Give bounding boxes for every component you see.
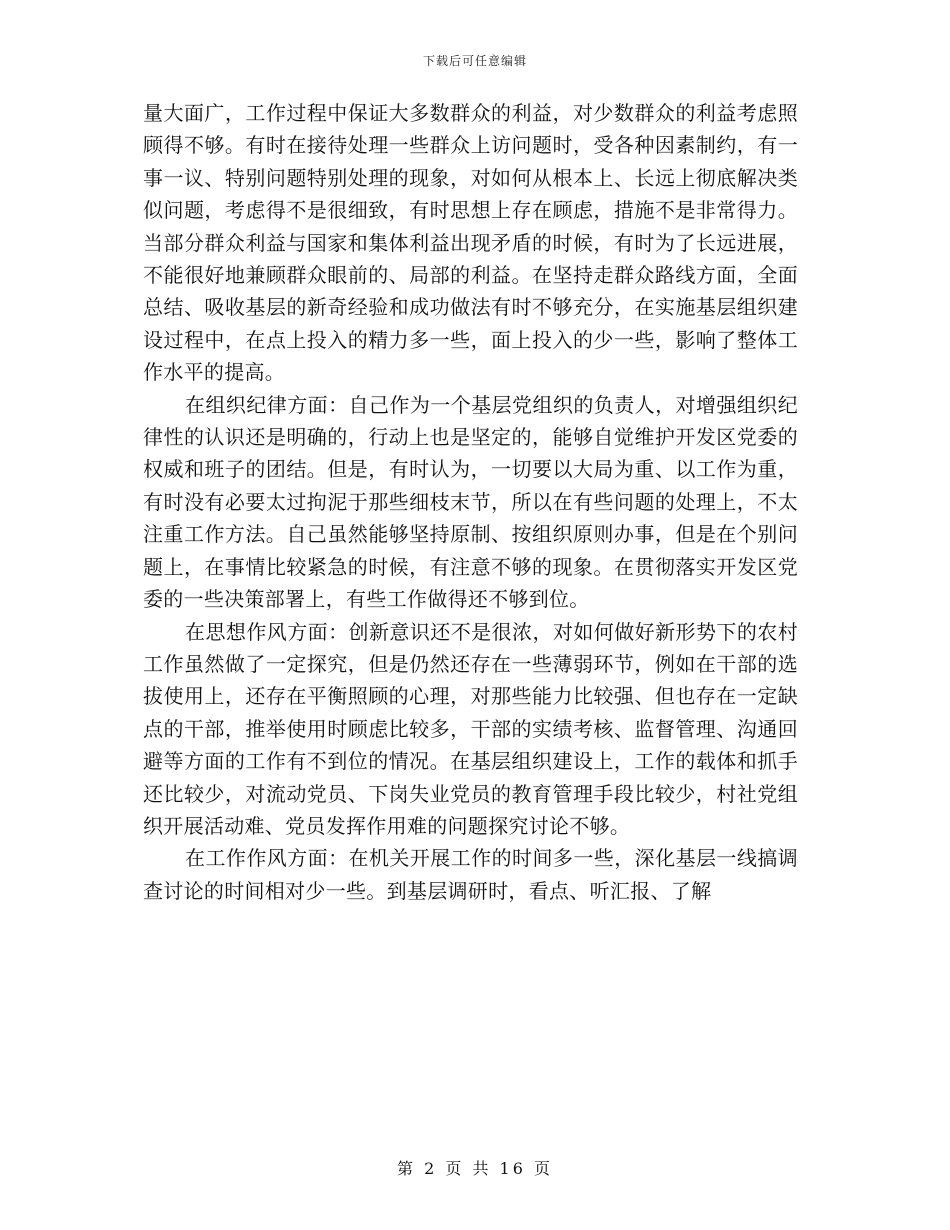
paragraph-continued: 量大面广，工作过程中保证大多数群众的利益，对少数群众的利益考虑照顾得不够。有时在接待处理一些群众上访问题时，受各种因素制约，有一事一议、特别问题特别处理的现象，对如何从根本上、长远上彻底解决类似问题，考虑得不是很细致，有时思想上存在顾虑，措施不是非常得力。当部分群众利益与国家和集体利益出现矛盾的时候，有时为了长远进展，不能很好地兼顾群众眼前的、局部的利益。在坚持走群众路线方面，全面总结、吸收基层的新奇经验和成功做法有时不够充分，在实施基层组织建设过程中，在点上投入的精力多一些，面上投入的少一些，影响了整体工作水平的提高。 xyxy=(143,101,798,385)
page-number-footer: 第 2 页 共 16 页 xyxy=(397,1159,553,1178)
paragraph-work-style: 在工作作风方面：在机关开展工作的时间多一些，深化基层一线搞调查讨论的时间相对少一些。到基层调研时，看点、听汇报、了解 xyxy=(143,846,798,903)
paragraph-organizational-discipline: 在组织纪律方面：自己作为一个基层党组织的负责人，对增强组织纪律性的认识还是明确的，行动上也是坚定的，能够自觉维护开发区党委的权威和班子的团结。但是，有时认为，一切要以大局为重、以工作为重，有时没有必要太过拘泥于那些细枝末节，所以在有些问题的处理上，不太注重工作方法。自己虽然能够坚持原制、按组织原则办事，但是在个别问题上，在事情比较紧急的时候，有注意不够的现象。在贯彻落实开发区党委的一些决策部署上，有些工作做得还不够到位。 xyxy=(143,392,798,612)
page-header: 下载后可任意编辑 xyxy=(422,54,527,68)
document-body xyxy=(143,97,798,907)
paragraph-ideological-style: 在思想作风方面：创新意识还不是很浓，对如何做好新形势下的农村工作虽然做了一定探究，但是仍然还存在一些薄弱环节，例如在干部的选拔使用上，还存在平衡照顾的心理，对那些能力比较强、但也存在一定缺点的干部，推举使用时顾虑比较多，干部的实绩考核、监督管理、沟通回避等方面的工作有不到位的情况。在基层组织建设上，工作的载体和抓手还比较少，对流动党员、下岗失业党员的教育管理手段比较少，村社党组织开展活动难、党员发挥作用难的问题探究讨论不够。 xyxy=(143,619,798,838)
